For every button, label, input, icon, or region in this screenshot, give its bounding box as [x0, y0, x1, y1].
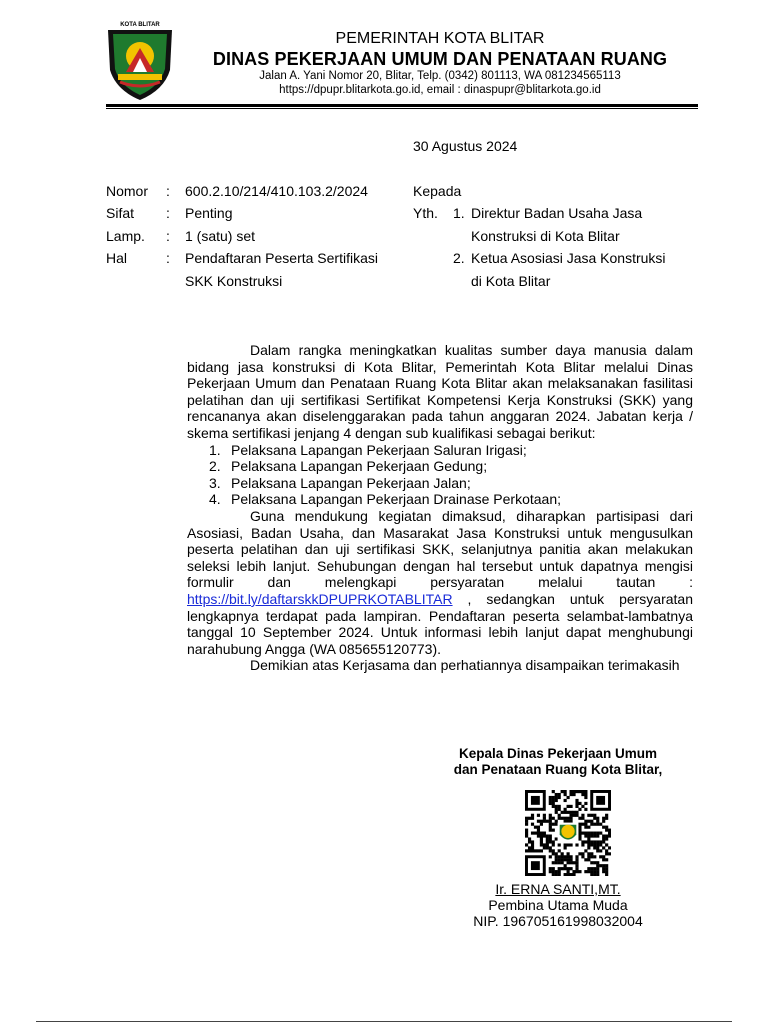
recipient-item-text: Ketua Asosiasi Jasa Konstruksi — [471, 250, 666, 266]
list-item — [187, 491, 693, 508]
list-item-text: Pelaksana Lapangan Pekerjaan Gedung; — [231, 458, 488, 475]
meta-value-sifat: Penting — [185, 205, 233, 221]
meta-label-nomor: Nomor — [106, 183, 149, 199]
page-bottom-rule — [36, 1021, 732, 1022]
meta-colon: : — [166, 205, 170, 221]
body-paragraph-2 — [187, 508, 693, 657]
recipient-item-number: 2. — [453, 250, 465, 266]
body-paragraph-3: Demikian atas Kerjasama dan perhatiannya disampaikan terimakasih — [250, 657, 680, 674]
list-item — [187, 475, 693, 492]
letter-date: 30 Agustus 2024 — [413, 138, 518, 154]
logo-caption: KOTA BLITAR — [120, 22, 160, 28]
meta-label-sifat: Sifat — [106, 205, 135, 221]
registration-link[interactable]: https://bit.ly/daftarskkDPUPRKOTABLITAR — [187, 590, 453, 607]
signatory-title: Kepala Dinas Pekerjaan Umum — [458, 746, 658, 761]
government-name: PEMERINTAH KOTA BLITAR — [335, 30, 545, 47]
signatory-rank: Pembina Utama Muda — [488, 897, 628, 913]
department-name: DINAS PEKERJAAN UMUM DAN PENATAAN RUANG — [212, 49, 668, 69]
meta-colon: : — [166, 183, 170, 199]
meta-colon: : — [166, 228, 170, 244]
list-item — [187, 442, 693, 459]
list-item-number: 3. — [209, 474, 221, 491]
address-line: Jalan A. Yani Nomor 20, Blitar, Telp. (0342) 801113, WA 081234565113 — [259, 70, 621, 82]
letterhead-rule-thick — [106, 104, 698, 107]
list-item — [187, 458, 693, 475]
letterhead-rule-thin — [106, 108, 698, 109]
meta-value-nomor: 600.2.10/214/410.103.2/2024 — [185, 183, 368, 199]
recipient-item-text: di Kota Blitar — [471, 273, 551, 289]
body-paragraph-1: Dalam rangka meningkatkan kualitas sumber daya manusia dalam bidang jasa konstruksi di Kota Blitar, Pemerintah Kota Blitar melalui Dinas Pekerjaan Umum dan Penataan Ruang Kota Blitar akan melaksanakan fasilitasi pelatihan dan uji sertifikasi Sertifikat Kompetensi Kerja Konstruksi (SKK) yang rencananya akan diselenggarakan pada tahun anggaran 2024. Jabatan kerja / skema sertifikasi jenjang 4 dengan sub kualifikasi sebagai berikut: — [187, 342, 693, 441]
list-item-number: 2. — [209, 458, 221, 475]
list-item-text: Pelaksana Lapangan Pekerjaan Jalan; — [231, 474, 471, 491]
meta-label-hal: Hal — [106, 250, 128, 266]
list-item-number: 1. — [209, 441, 221, 458]
list-item-number: 4. — [209, 491, 221, 508]
meta-value-hal-cont: SKK Konstruksi — [185, 273, 283, 289]
recipient-item-number: 1. — [453, 205, 465, 221]
signatory-title-cont: dan Penataan Ruang Kota Blitar, — [453, 762, 663, 777]
qr-code-signature — [525, 790, 611, 876]
body-paragraph-2-text: Guna mendukung kegiatan dimaksud, diharapkan partisipasi dari Asosiasi, Badan Usaha, dan Masarakat Jasa Konstruksi untuk mengusulkan peserta pelatihan dan uji sertifikasi SKK, selanjutnya panitia akan melakukan seleksi lebih lanjut. Sehubungan dengan hal tersebut untuk dapatnya mengisi formulir dan melengkapi persyaratan melalui tautan : — [187, 507, 693, 591]
meta-colon: : — [166, 250, 170, 266]
signatory-name: Ir. ERNA SANTI,MT. — [495, 881, 621, 897]
signatory-nip: NIP. 196705161998032004 — [473, 913, 643, 929]
web-email-line: https://dpupr.blitarkota.go.id, email : dinaspupr@blitarkota.go.id — [279, 84, 601, 96]
list-item-text: Pelaksana Lapangan Pekerjaan Drainase Perkotaan; — [231, 491, 562, 508]
meta-label-lamp: Lamp. — [106, 228, 145, 244]
body-paragraph-2-text-cont: , sedangkan untuk persyaratan lengkapnya terdapat pada lampiran. Pendaftaran peserta selambat-lambatnya tanggal 10 September 2024. Untuk informasi lebih lanjut dapat menghubungi narahubung Angga (WA 085655120773). — [187, 590, 693, 657]
recipient-yth: Yth. — [413, 205, 438, 221]
list-item-text: Pelaksana Lapangan Pekerjaan Saluran Irigasi; — [231, 441, 527, 458]
meta-value-lamp: 1 (satu) set — [185, 228, 256, 244]
recipient-kepada: Kepada — [413, 183, 462, 199]
letter-body — [187, 342, 693, 674]
meta-value-hal: Pendaftaran Peserta Sertifikasi — [185, 250, 378, 266]
recipient-item-text: Konstruksi di Kota Blitar — [471, 228, 620, 244]
city-emblem-logo — [104, 20, 176, 102]
recipient-item-text: Direktur Badan Usaha Jasa — [471, 205, 643, 221]
